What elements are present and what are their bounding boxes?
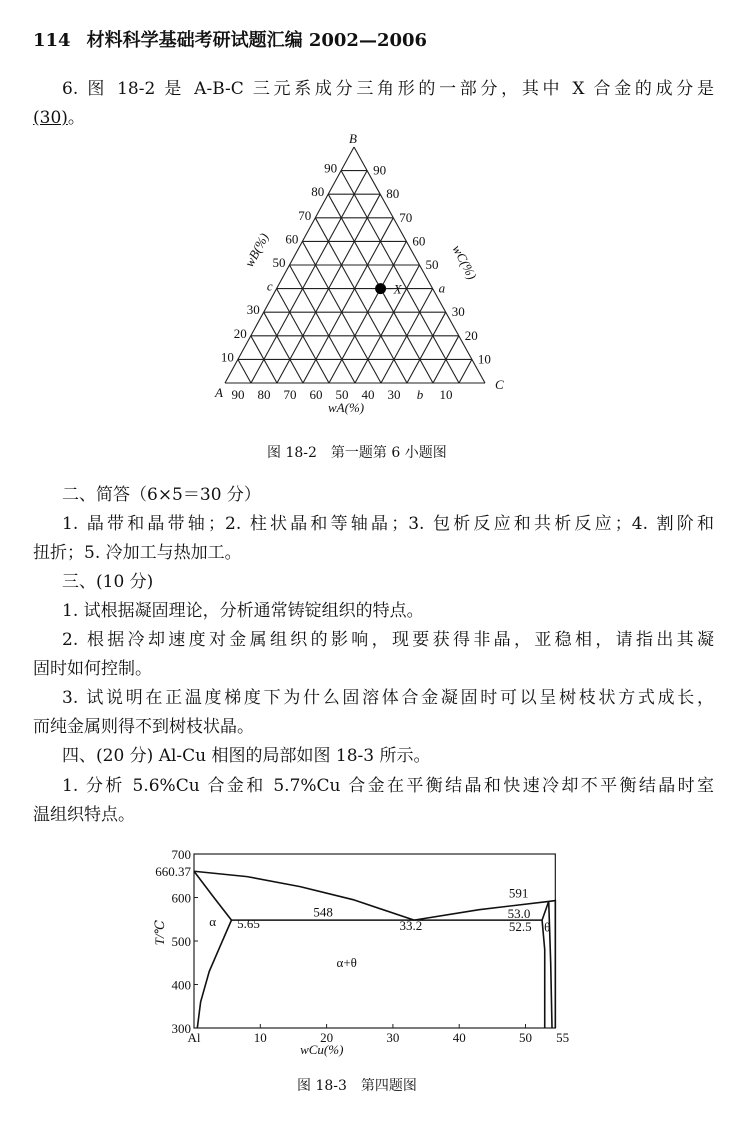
bottom-tick-label: 40	[361, 387, 375, 402]
left-tick-label: 60	[285, 231, 299, 247]
bottom-tick-label: 90	[231, 387, 245, 402]
plot-frame	[194, 854, 555, 1028]
annotation-label: 5.65	[237, 915, 260, 931]
wa-axis-label: wA(%)	[328, 400, 365, 415]
grid-line-c	[251, 171, 367, 383]
grid-line-a	[238, 359, 251, 383]
x-axis-label: wCu(%)	[300, 1042, 344, 1057]
x-tick-label: 10	[253, 1030, 267, 1045]
right-tick-label: 30	[451, 304, 465, 320]
left-tick-label: c	[266, 278, 273, 294]
left-tick-label: 10	[220, 349, 234, 365]
page-header	[33, 26, 443, 52]
x-tick-label: Al	[187, 1030, 201, 1045]
right-tick-label: 70	[399, 209, 413, 225]
vertex-c-label: C	[495, 377, 504, 392]
right-tick-label: a	[438, 280, 446, 296]
section2-title: 二、简答（6×5＝30 分）	[62, 485, 261, 505]
figure-18-2-caption: 图 18-2 第一题第 6 小题图	[267, 445, 447, 461]
phase-line-liquidus-left	[194, 871, 414, 920]
right-tick-label: 60	[412, 233, 426, 249]
left-tick-label: 90	[324, 160, 338, 176]
section3-q2-line2: 固时如何控制。	[33, 659, 152, 679]
right-tick-label: 50	[425, 257, 439, 272]
grid-line-a	[341, 171, 459, 383]
y-tick-label: 700	[171, 847, 191, 862]
left-tick-label: 80	[311, 184, 325, 200]
section2-line2: 扭折；5. 冷加工与热加工。	[33, 543, 242, 563]
y-axis-label: T/℃	[152, 919, 167, 946]
bottom-tick-label: b	[416, 387, 424, 402]
y-tick-label: 500	[171, 934, 191, 949]
point-x-label: X	[393, 281, 402, 297]
q6-blank: (30)	[33, 108, 68, 128]
y-tick-label: 300	[171, 1021, 191, 1036]
annotation-label: 548	[313, 904, 333, 920]
right-tick-label: 20	[464, 327, 478, 343]
y-tick-label: 600	[171, 890, 191, 906]
section3-q2-line1: 2. 根据冷却速度对金属组织的影响，现要获得非晶，亚稳相，请指出其凝	[62, 630, 714, 650]
section3-q3-line1: 3. 试说明在正温度梯度下为什么固溶体合金凝固时可以呈树枝状方式成长，	[62, 688, 714, 708]
left-tick-label: 30	[246, 302, 260, 318]
annotation-label: α+θ	[336, 955, 357, 971]
annotation-label: 33.2	[399, 918, 423, 934]
grid-line-c	[355, 265, 420, 383]
bottom-tick-label: 10	[439, 387, 453, 402]
annotation-label: 52.5	[508, 918, 532, 934]
grid-line-c	[303, 218, 393, 383]
section3-q1: 1. 试根据凝固理论，分析通常铸锭组织的特点。	[62, 601, 424, 621]
book-title: 材料科学基础考研试题汇编 2002—2006	[86, 30, 428, 51]
x-tick-label: 40	[452, 1030, 466, 1045]
bottom-tick-label: 50	[335, 387, 349, 402]
phase-line-solvus-alpha	[197, 920, 231, 1028]
annotation-label: α	[209, 913, 217, 929]
ternary-diagram	[200, 130, 520, 430]
annotation-label: 53.0	[507, 905, 531, 921]
grid-line-c	[459, 359, 472, 383]
right-tick-label: 80	[386, 186, 400, 202]
phase-line-theta-top	[542, 901, 549, 920]
section4-q1-line1: 1. 分析 5.6%Cu 合金和 5.7%Cu 合金在平衡结晶和快速冷却不平衡结晶时室	[62, 776, 714, 796]
q6-line1: 6. 图 18-2 是 A-B-C 三元系成分三角形的一部分，其中 X 合金的成分是	[62, 79, 714, 99]
annotation-label: 591	[508, 885, 529, 901]
figure-18-3-caption: 图 18-3 第四题图	[297, 1078, 417, 1094]
section4-title: 四、(20 分) Al-Cu 相图的局部如图 18-3 所示。	[62, 746, 431, 766]
left-tick-label: 20	[233, 325, 247, 341]
section3-title: 三、(10 分)	[62, 572, 154, 592]
vertex-a-label: A	[215, 385, 223, 400]
y-tick-label: 400	[171, 977, 191, 993]
bottom-tick-label: 60	[309, 387, 323, 402]
left-tick-label: 50	[272, 255, 286, 270]
phase-line-theta-left	[542, 920, 545, 1028]
section2-line1: 1. 晶带和晶带轴；2. 柱状晶和等轴晶；3. 包析反应和共析反应；4. 割阶和	[62, 514, 714, 534]
grid-line-a	[290, 265, 356, 383]
right-tick-label: 10	[477, 351, 491, 367]
x-tick-label: 50	[519, 1030, 532, 1045]
vertex-b-label: B	[349, 131, 357, 146]
x-tick-label: 20	[320, 1030, 334, 1045]
bottom-tick-label: 30	[387, 387, 401, 402]
point-x-marker	[375, 283, 386, 294]
grid-line-a	[315, 218, 407, 383]
right-tick-label: 90	[373, 162, 387, 178]
bottom-tick-label: 70	[283, 387, 297, 402]
bottom-tick-label: 80	[257, 387, 271, 402]
q6-line2	[33, 107, 85, 129]
wb-axis-label: wB(%)	[241, 230, 272, 270]
wc-axis-label: wC(%)	[449, 242, 480, 282]
x-tick-label: 55	[556, 1030, 570, 1045]
y-tick-label-melting: 660.37	[155, 864, 191, 880]
page-number: 114	[33, 30, 71, 51]
annotation-label: θ	[544, 919, 551, 935]
section3-q3-line2: 而纯金属则得不到树枝状晶。	[33, 717, 254, 737]
al-cu-phase-diagram	[150, 840, 580, 1070]
section4-q1-line2: 温组织特点。	[33, 805, 135, 825]
q6-end: 。	[67, 108, 85, 128]
x-tick-label: 30	[386, 1030, 400, 1045]
left-tick-label: 70	[298, 207, 312, 223]
